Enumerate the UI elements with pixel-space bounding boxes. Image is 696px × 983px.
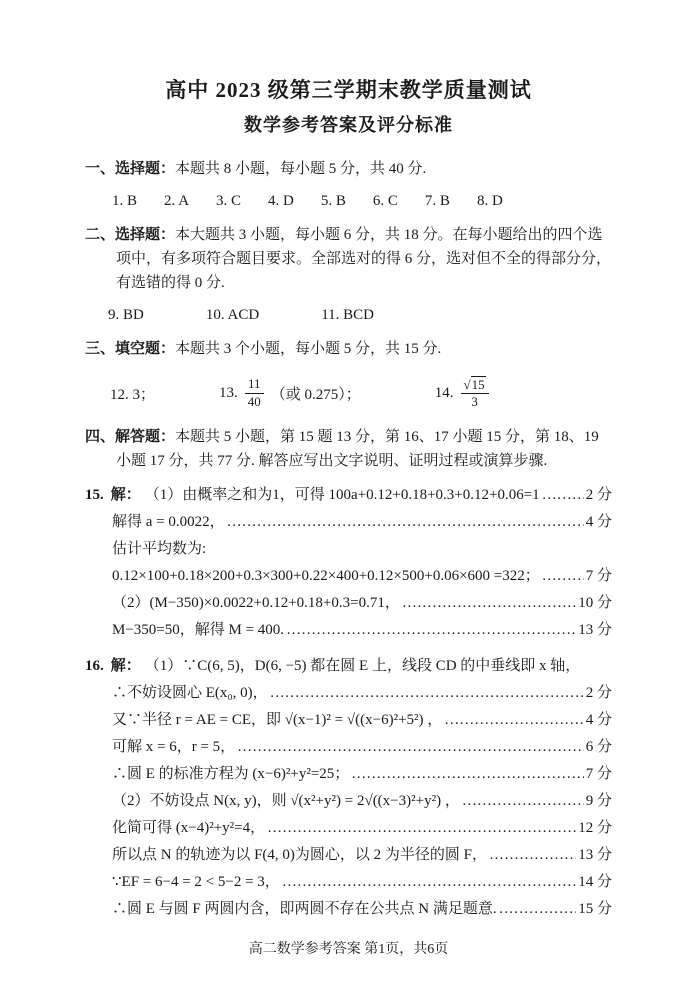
dotted-leader <box>489 842 576 869</box>
choice-answer-item: 8. D <box>476 193 503 209</box>
dotted-leader <box>444 707 583 734</box>
solution-line <box>112 563 612 590</box>
score-label: 9 分 <box>585 793 612 809</box>
solution-line <box>112 617 612 644</box>
section-1-answers <box>112 189 612 213</box>
fraction <box>245 376 264 410</box>
solution-text: 0.12×100+0.18×200+0.3×300+0.22×400+0.12×500+0.06×600 =322； <box>112 568 540 584</box>
section-1-heading: 一、选择题： <box>85 161 176 177</box>
section-4 <box>85 425 612 473</box>
question-16-solution <box>85 653 612 923</box>
solution-line <box>112 896 612 923</box>
solve-label: 解： <box>110 487 141 503</box>
solution-line <box>112 761 612 788</box>
section-4-desc: 本题共 5 小题，第 15 题 13 分，第 16、17 小题 15 分，第 18、19 小题 17 分，共 77 分. 解答应写出文字说明、证明过程或演算步骤. <box>116 429 599 469</box>
solution-line <box>112 815 612 842</box>
score-label: 14 分 <box>578 874 612 890</box>
dotted-leader <box>227 509 584 536</box>
solution-line <box>112 734 612 761</box>
answer-13-prefix: 13. <box>219 384 238 401</box>
choice-answer-item: 9. BD <box>108 307 144 323</box>
choice-answer-item: 1. B <box>112 193 138 209</box>
radical-sign: √ <box>463 376 471 392</box>
solution-line <box>112 707 612 734</box>
solution-text: 可解 x = 6，r = 5， <box>112 739 236 755</box>
choice-answer-item: 11. BCD <box>321 307 374 323</box>
solution-text: 解得 a = 0.0022， <box>112 514 225 530</box>
score-label: 10 分 <box>578 595 612 611</box>
dotted-leader <box>351 761 583 788</box>
dotted-leader <box>237 734 584 761</box>
solution-text: ∵EF = 6−4 = 2 < 5−2 = 3， <box>112 874 280 890</box>
dotted-leader <box>282 869 576 896</box>
score-label: 12 分 <box>578 820 612 836</box>
solution-line <box>112 869 612 896</box>
page-footer: 高二数学参考答案 第1页，共6页 <box>248 942 449 957</box>
solution-line <box>85 653 612 680</box>
dotted-leader <box>270 680 584 707</box>
solution-text: （1）∵C(6, 5)，D(6, −5) 都在圆 E 上，线段 CD 的中垂线即 x 轴， <box>144 658 581 674</box>
fraction-numerator <box>461 376 489 394</box>
dotted-leader <box>286 617 576 644</box>
choice-answer-item: 4. D <box>268 193 294 209</box>
section-2-desc: 本大题共 3 小题，每小题 6 分，共 18 分。在每小题给出的四个选项中，有多项符合题目要求。全部选对的得 6 分，选对但不全的得部分分，有选错的得 0 分. <box>116 227 612 291</box>
radicand: 15 <box>471 376 485 392</box>
page-subtitle: 数学参考答案及评分标准 <box>244 115 453 135</box>
solution-text: （2）(M−350)×0.0022+0.12+0.18+0.3=0.71， <box>112 595 400 611</box>
answer-14-prefix: 14. <box>434 384 454 401</box>
solution-line <box>112 536 612 563</box>
solution-line <box>112 509 612 536</box>
choice-answer-item: 3. C <box>216 193 242 209</box>
solution-text: ∴不妨设圆心 E(x₀, 0)， <box>112 685 268 701</box>
dotted-leader <box>499 896 577 923</box>
section-3-heading: 三、填空题： <box>85 341 176 357</box>
score-label: 2 分 <box>585 685 612 701</box>
question-15-solution <box>85 482 612 644</box>
solution-text: ∴圆 E 与圆 F 两圆内含，即两圆不存在公共点 N 满足题意. <box>112 901 497 917</box>
section-2-answers <box>108 303 612 327</box>
solution-text: 估计平均数为: <box>112 541 207 557</box>
fraction-denominator: 3 <box>471 394 478 409</box>
solution-line <box>112 788 612 815</box>
fraction <box>461 376 489 411</box>
solution-line <box>112 680 612 707</box>
answer-13 <box>219 376 361 410</box>
score-label: 6 分 <box>585 739 612 755</box>
section-4-heading: 四、解答题： <box>85 429 176 445</box>
solution-text: 所以点 N 的轨迹为以 F(4, 0)为圆心，以 2 为半径的圆 F， <box>112 847 488 863</box>
solution-line <box>112 590 612 617</box>
page-title: 高中 2023 级第三学期末教学质量测试 <box>165 78 532 102</box>
solution-line <box>112 842 612 869</box>
choice-answer-item: 5. B <box>320 193 346 209</box>
score-label: 13 分 <box>578 847 612 863</box>
score-label: 13 分 <box>578 622 612 638</box>
section-2-heading: 二、选择题： <box>85 227 176 243</box>
question-15-lines <box>85 509 612 644</box>
choice-answer-item: 10. ACD <box>205 307 260 323</box>
answer-14 <box>435 376 491 411</box>
answer-13-suffix: （或 0.275）； <box>270 386 361 403</box>
section-1 <box>85 157 612 181</box>
fraction-denominator: 40 <box>247 393 261 409</box>
dotted-leader <box>267 815 576 842</box>
score-label: 7 分 <box>585 766 612 782</box>
score-label: 7 分 <box>585 568 612 584</box>
dotted-leader <box>542 482 584 509</box>
question-16-lines <box>85 680 612 923</box>
solution-text: M−350=50，解得 M = 400. <box>112 622 285 638</box>
section-3-desc: 本题共 3 个小题，每小题 5 分，共 15 分. <box>175 341 442 357</box>
fraction-numerator: 11 <box>245 376 264 393</box>
choice-answer-item: 2. A <box>164 193 190 209</box>
choice-answer-item: 7. B <box>424 193 450 209</box>
question-number: 16. <box>85 658 104 674</box>
dotted-leader <box>402 590 576 617</box>
solution-text: （2）不妨设点 N(x, y)，则 √(x²+y²) = 2√((x−3)²+y²) ， <box>112 793 460 809</box>
choice-answer-item: 6. C <box>372 193 398 209</box>
section-1-desc: 本题共 8 小题，每小题 5 分，共 40 分. <box>175 161 427 177</box>
score-label: 4 分 <box>585 712 612 728</box>
score-label: 2 分 <box>585 487 612 503</box>
score-label: 4 分 <box>585 514 612 530</box>
solve-label: 解： <box>110 658 141 674</box>
section-3 <box>85 337 612 361</box>
solution-line <box>85 482 612 509</box>
question-number: 15. <box>85 487 104 503</box>
dotted-leader <box>462 788 584 815</box>
solution-text: 又∵半径 r = AE = CE，即 √(x−1)² = √((x−6)²+5²) ， <box>112 712 443 728</box>
answer-12: 12. 3； <box>110 386 156 403</box>
solution-text: 化简可得 (x−4)²+y²=4， <box>112 820 266 836</box>
solution-text: （1）由概率之和为1，可得 100a+0.12+0.18+0.3+0.12+0.06=1 <box>144 487 540 503</box>
section-3-answers <box>110 371 612 415</box>
dotted-leader <box>542 563 584 590</box>
section-2 <box>85 223 612 295</box>
score-label: 15 分 <box>578 901 612 917</box>
solution-text: ∴圆 E 的标准方程为 (x−6)²+y²=25； <box>112 766 350 782</box>
